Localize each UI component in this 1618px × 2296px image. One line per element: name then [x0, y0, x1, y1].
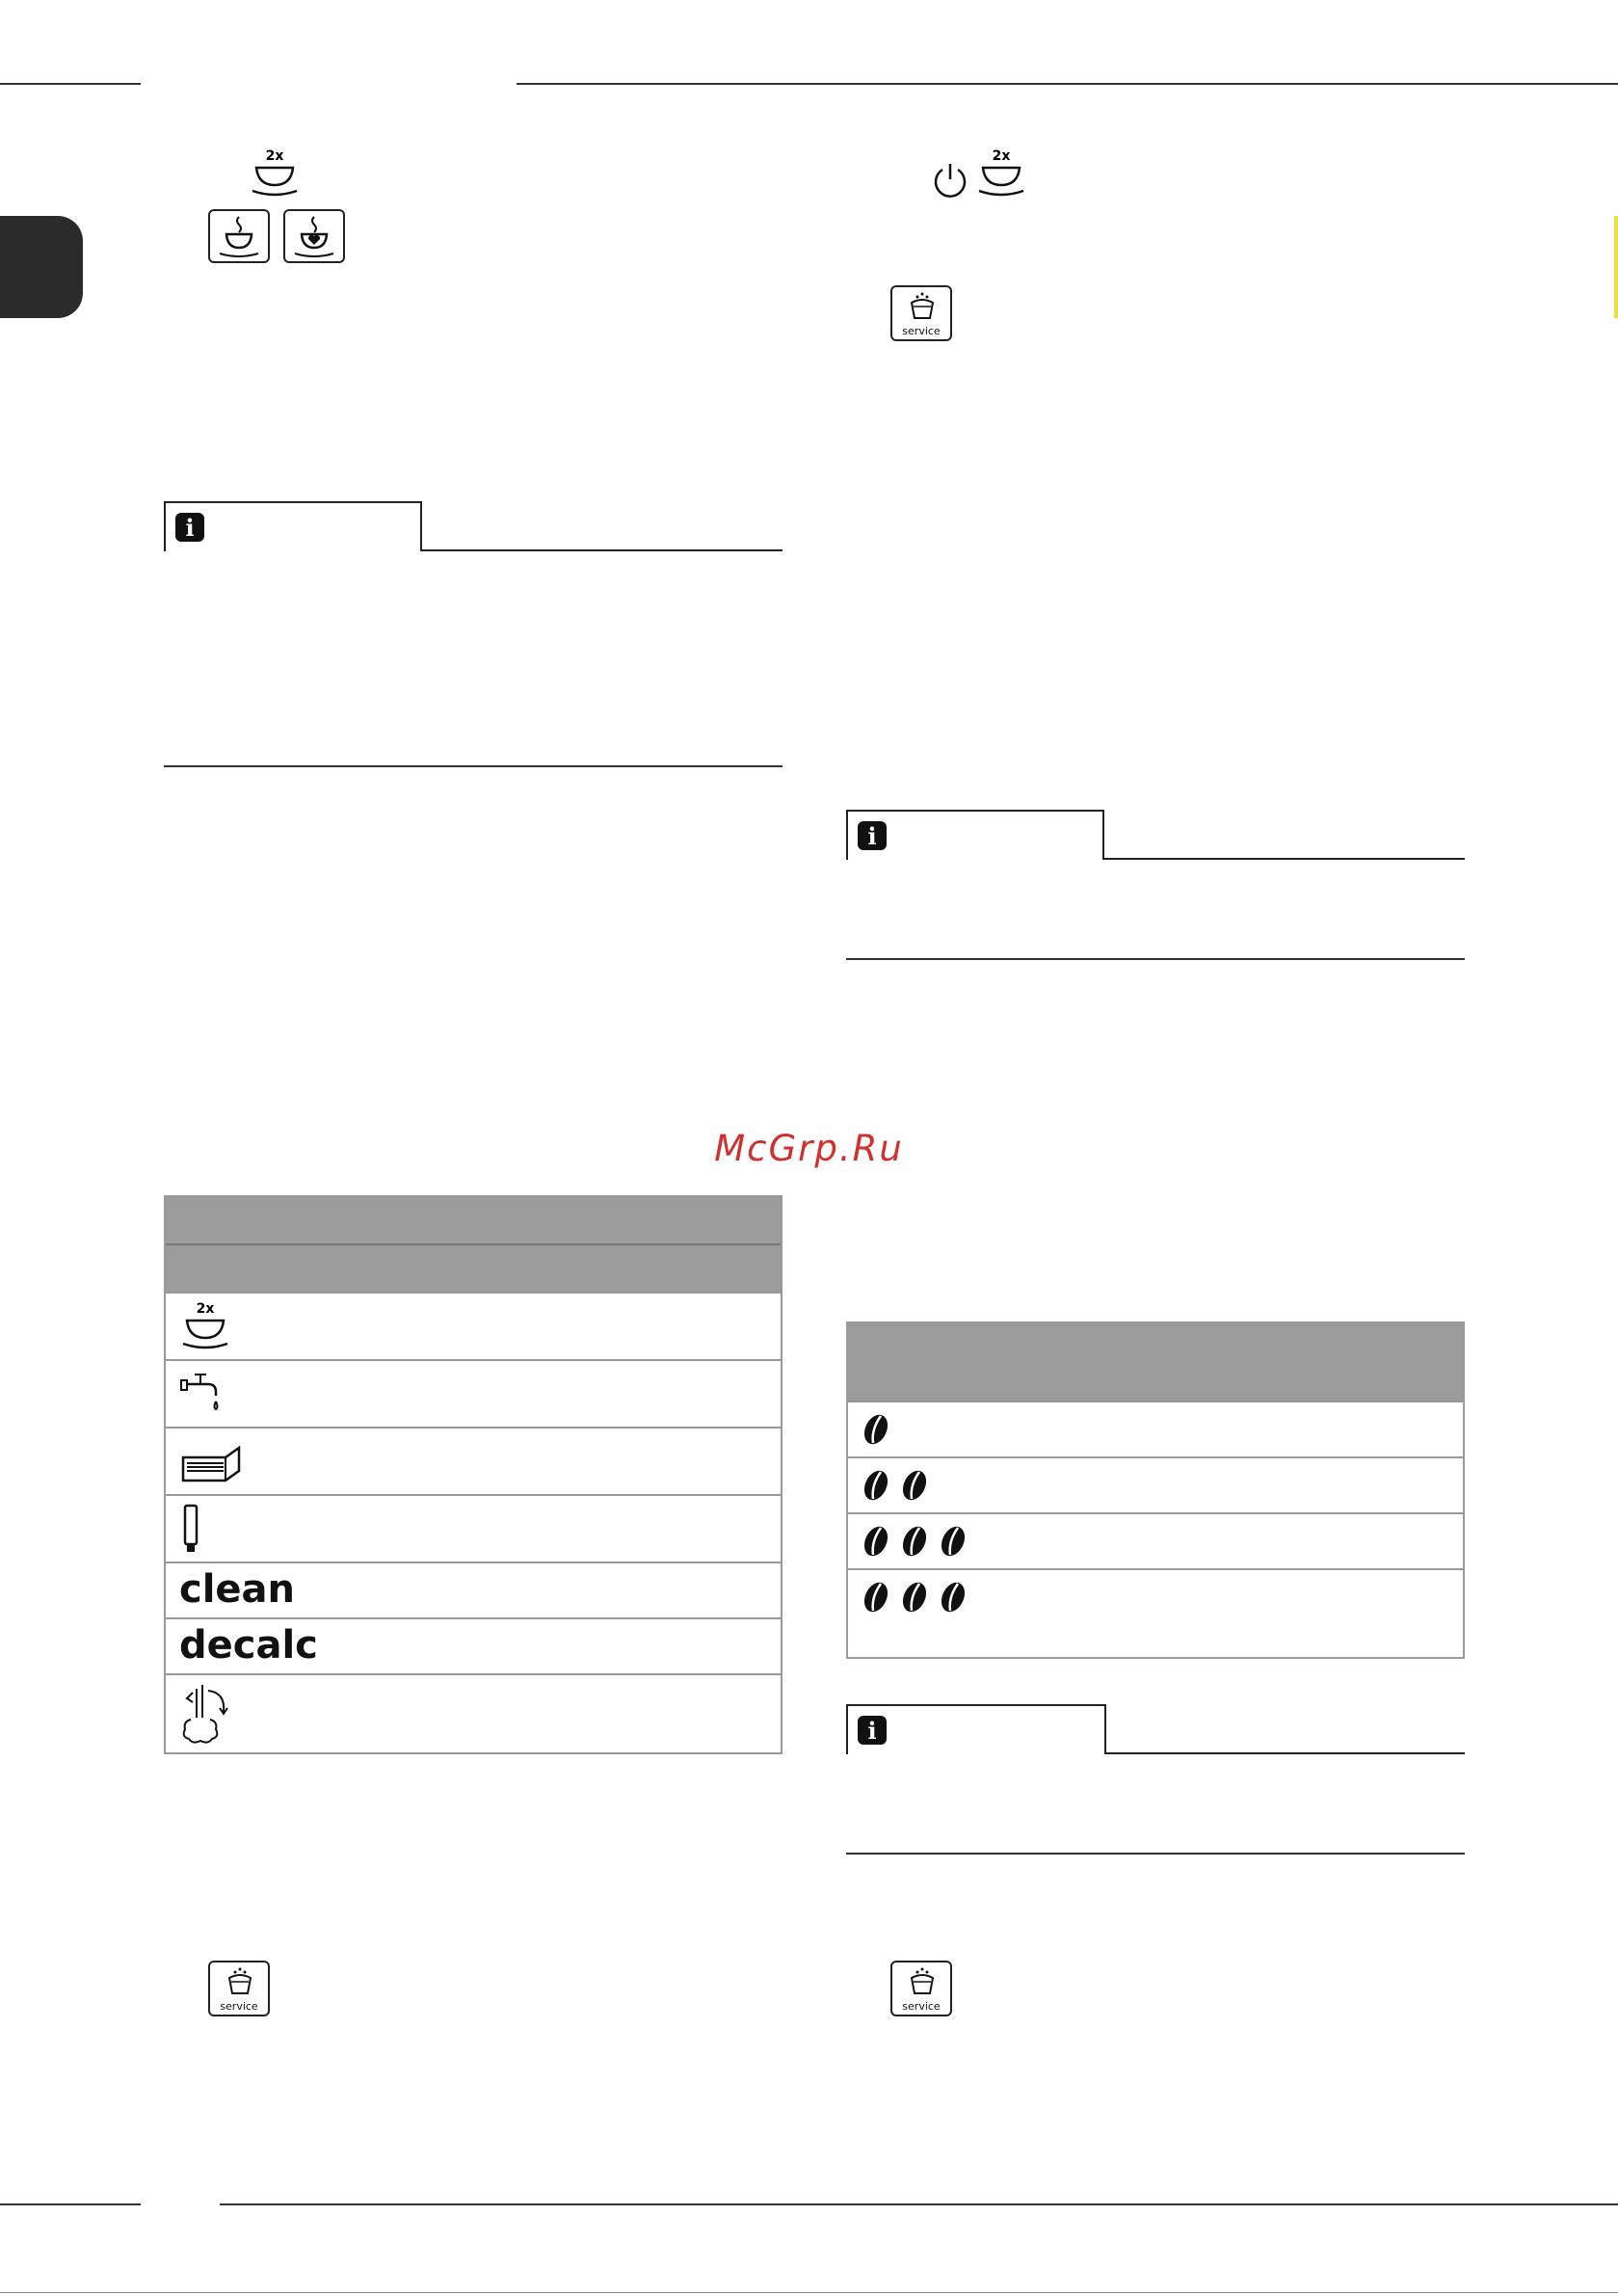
table-header-row [166, 1197, 781, 1243]
table-header-row [166, 1243, 781, 1292]
table-row [848, 1568, 1463, 1655]
info-note-top-rule [1106, 1752, 1465, 1754]
coffee-strength-table [846, 1322, 1465, 1659]
water-tap-icon [179, 1367, 227, 1421]
table-row [166, 1617, 781, 1673]
service-button[interactable] [208, 1961, 270, 2016]
drip-tray-icon [179, 1438, 243, 1486]
service-label: service [902, 2000, 941, 2013]
coffee-bean-icon [898, 1578, 931, 1616]
table-row [166, 1673, 781, 1750]
info-note-header [846, 810, 1104, 860]
favourite-cup-button[interactable] [283, 209, 345, 263]
table-header-row [848, 1323, 1463, 1401]
info-note-bottom-rule [846, 958, 1465, 960]
info-note-top-rule [422, 549, 782, 551]
footer-rule [0, 2292, 1618, 2293]
coffee-bean-icon [860, 1522, 892, 1561]
info-icon: i [858, 821, 887, 850]
table-row [166, 1562, 781, 1617]
svg-text:2x: 2x [265, 148, 284, 164]
info-note-bottom-rule [164, 765, 782, 767]
chapter-tab [0, 216, 83, 318]
double-cup-icon [179, 1299, 231, 1351]
clean-text: clean [179, 1567, 296, 1612]
coffee-bean-icon [860, 1466, 892, 1505]
service-button[interactable] [890, 285, 952, 341]
double-cup-icon [249, 147, 301, 197]
info-note-header [846, 1704, 1106, 1754]
coffee-bean-icon [937, 1578, 969, 1616]
table-row [166, 1292, 781, 1359]
coffee-bean-icon [898, 1466, 931, 1505]
table-row [166, 1427, 781, 1494]
table-row [848, 1456, 1463, 1512]
svg-text:2x: 2x [992, 148, 1011, 164]
bottom-rule-left [0, 2203, 141, 2205]
double-cup-icon [975, 147, 1027, 197]
table-row [166, 1494, 781, 1562]
bottom-rule-right [220, 2203, 1618, 2205]
table-row [848, 1512, 1463, 1568]
top-rule-right [517, 83, 1618, 85]
display-messages-table [164, 1195, 782, 1754]
coffee-bean-icon [937, 1522, 969, 1561]
watermark: McGrp.Ru [714, 1128, 904, 1169]
service-button[interactable] [890, 1961, 952, 2016]
info-icon: i [858, 1716, 887, 1745]
table-row [848, 1401, 1463, 1456]
water-filter-icon [179, 1502, 202, 1558]
table-row [166, 1359, 781, 1427]
single-cup-button[interactable] [208, 209, 270, 263]
service-label: service [902, 325, 941, 337]
svg-text:2x: 2x [196, 1301, 215, 1317]
info-note-bottom-rule [846, 1853, 1465, 1855]
info-note-top-rule [1104, 858, 1465, 860]
decalc-text: decalc [179, 1623, 318, 1668]
coffee-bean-icon [898, 1522, 931, 1561]
steam-rinse-icon [179, 1681, 237, 1745]
info-note-header [164, 501, 422, 551]
coffee-bean-icon [860, 1410, 892, 1449]
top-rule-left [0, 83, 141, 85]
power-icon [931, 160, 969, 199]
right-edge-mark [1614, 216, 1618, 318]
coffee-bean-icon [860, 1578, 892, 1616]
service-label: service [220, 2000, 258, 2013]
info-icon: i [175, 513, 204, 542]
